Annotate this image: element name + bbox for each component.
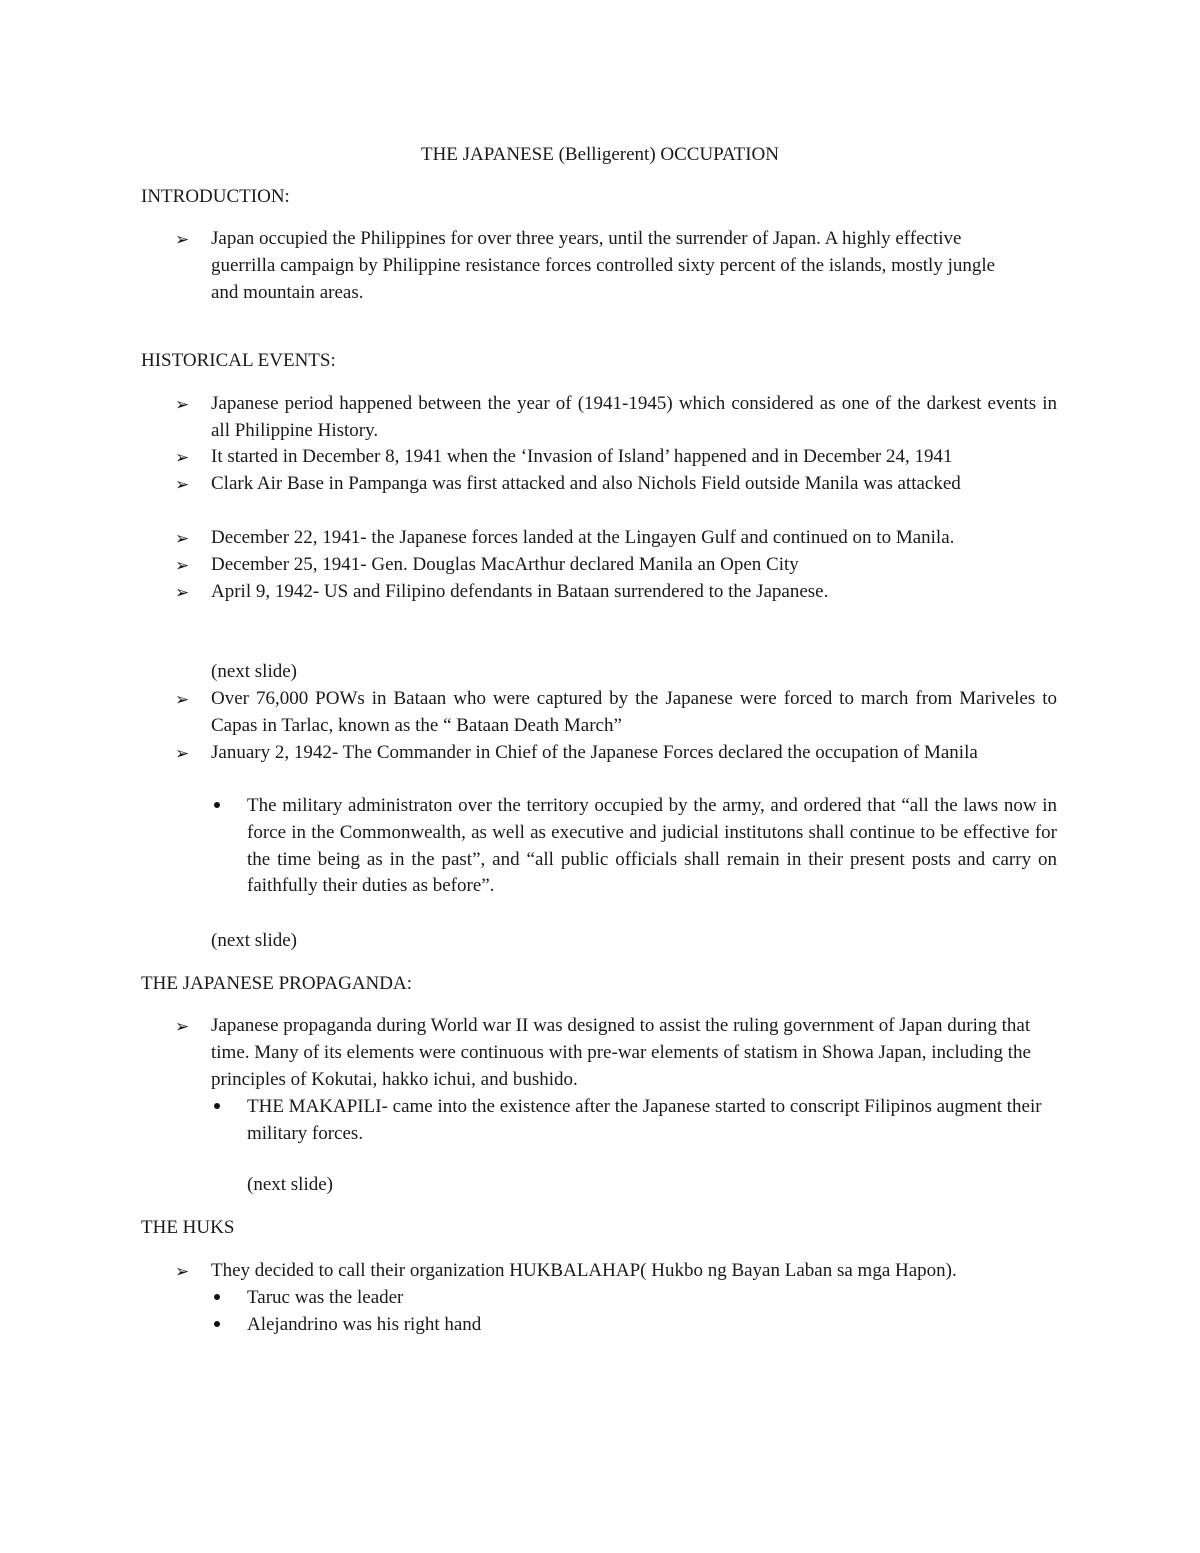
historical-event-item: December 22, 1941- the Japanese forces landed at the Lingayen Gulf and continued on to Manila. bbox=[211, 527, 955, 548]
huks-item: They decided to call their organization HUKBALAHAP( Hukbo ng Bayan Laban sa mga Hapon). bbox=[211, 1260, 957, 1281]
huks-sub-item: Alejandrino was his right hand bbox=[247, 1314, 482, 1335]
huks-sub-item: Taruc was the leader bbox=[247, 1287, 404, 1308]
historical-event-item: Over 76,000 POWs in Bataan who were captured by the Japanese were forced to march from Mariveles to Capas in Tarlac, known as the “ Bataan Death March” bbox=[211, 688, 1057, 736]
introduction-heading: INTRODUCTION: bbox=[141, 186, 290, 207]
propaganda-item: Japanese propaganda during World war II was designed to assist the ruling government of Japan during that time. Many of its elements were continuous with pre-war elements of statism in Showa Japan, including the principles of Kokutai, hakko ichui, and bushido. bbox=[211, 1015, 1031, 1090]
introduction-item: Japan occupied the Philippines for over three years, until the surrender of Japan. A highly effective guerrilla campaign by Philippine resistance forces controlled sixty percent of the islands, mostly jungle and mountain areas. bbox=[211, 228, 996, 303]
round-bullet-icon bbox=[211, 1321, 223, 1328]
round-bullet-icon bbox=[211, 1103, 223, 1110]
round-bullet-icon bbox=[211, 802, 223, 809]
document-title: THE JAPANESE (Belligerent) OCCUPATION bbox=[420, 144, 779, 165]
arrowhead-bullet-icon: ➢ bbox=[175, 744, 190, 763]
round-bullet-icon bbox=[211, 1294, 223, 1301]
arrowhead-bullet-icon: ➢ bbox=[175, 1262, 190, 1281]
arrowhead-bullet-icon: ➢ bbox=[175, 395, 190, 414]
arrowhead-bullet-icon: ➢ bbox=[175, 529, 190, 548]
historical-event-item: December 25, 1941- Gen. Douglas MacArthur declared Manila an Open City bbox=[211, 554, 799, 575]
propaganda-heading: THE JAPANESE PROPAGANDA: bbox=[141, 973, 412, 994]
historical-event-item: Japanese period happened between the year of (1941-1945) which considered as one of the darkest events in all Philippine History. bbox=[211, 393, 1057, 441]
historical-event-item: Clark Air Base in Pampanga was first attacked and also Nichols Field outside Manila was attacked bbox=[211, 473, 961, 494]
arrowhead-bullet-icon: ➢ bbox=[175, 583, 190, 602]
next-slide-note: (next slide) bbox=[211, 661, 298, 682]
historical-event-item: April 9, 1942- US and Filipino defendants in Bataan surrendered to the Japanese. bbox=[211, 581, 829, 602]
next-slide-note: (next slide) bbox=[211, 930, 298, 951]
historical-event-item: January 2, 1942- The Commander in Chief of the Japanese Forces declared the occupation of Manila bbox=[211, 742, 978, 763]
historical-events-heading: HISTORICAL EVENTS: bbox=[141, 350, 336, 371]
arrowhead-bullet-icon: ➢ bbox=[175, 1017, 190, 1036]
arrowhead-bullet-icon: ➢ bbox=[175, 690, 190, 709]
historical-event-item: It started in December 8, 1941 when the ‘Invasion of Island’ happened and in December 24, 1941 bbox=[211, 446, 953, 467]
historical-event-sub-item: The military administraton over the territory occupied by the army, and ordered that “all the laws now in force in the Commonwealth, as well as executive and judicial institutons shall continue to be effective for the time being as in the past”, and “all public officials shall remain in their present posts and carry on faithfully their duties as before”. bbox=[247, 795, 1057, 897]
arrowhead-bullet-icon: ➢ bbox=[175, 230, 190, 249]
propaganda-sub-item: THE MAKAPILI- came into the existence after the Japanese started to conscript Filipinos augment their military forces. bbox=[247, 1096, 1042, 1144]
huks-heading: THE HUKS bbox=[141, 1217, 235, 1238]
arrowhead-bullet-icon: ➢ bbox=[175, 448, 190, 467]
arrowhead-bullet-icon: ➢ bbox=[175, 556, 190, 575]
arrowhead-bullet-icon: ➢ bbox=[175, 475, 190, 494]
next-slide-note: (next slide) bbox=[247, 1174, 334, 1195]
